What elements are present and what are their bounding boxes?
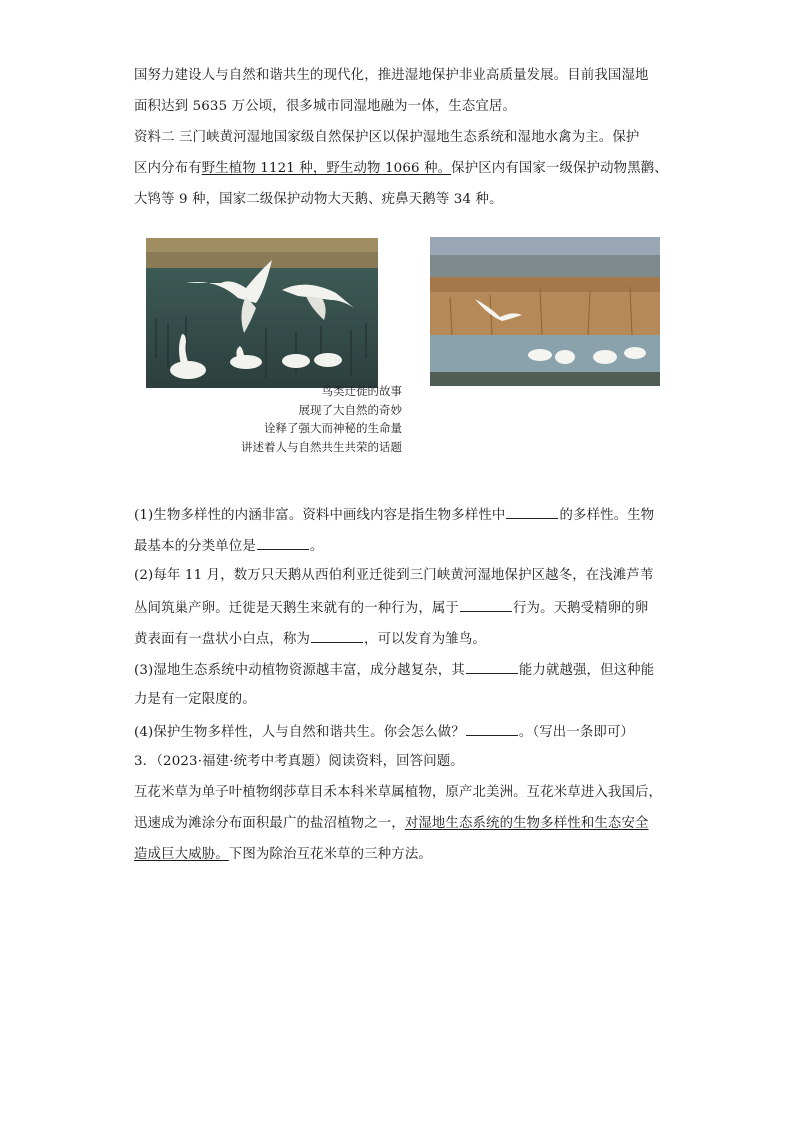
- p3-underlined-text-1: 对湿地生态系统的生物多样性和生态安全: [404, 816, 649, 831]
- question-4-line: [134, 721, 634, 743]
- p3-line3-post: 下图为除治互花米草的三种方法。: [228, 847, 432, 862]
- swans-photo-left: [146, 238, 378, 388]
- question-3-line-2: 力是有一定限度的。: [134, 692, 256, 707]
- caption-line-2: 展现了大自然的奇妙: [298, 402, 402, 417]
- q1-text-d: 。: [309, 539, 324, 554]
- answer-blank-q2-2[interactable]: [311, 628, 363, 643]
- material2-line-2: [134, 159, 668, 179]
- caption-line-1: 鸟类迁徙的故事: [321, 384, 402, 398]
- swans-photo-right: [430, 237, 660, 386]
- answer-blank-q4[interactable]: [466, 721, 518, 736]
- intro-line-1: 国努力建设人与自然和谐共生的现代化，推进湿地保护非业高质量发展。目前我国湿地: [134, 68, 649, 83]
- p3-line2-pre: 迅速成为滩涂分布面积最广的盐沼植物之一，: [134, 816, 405, 831]
- material2-line-3: 大鸨等 9 种，国家二级保护动物大天鹅、疣鼻天鹅等 34 种。: [134, 192, 503, 207]
- problem-3-title: 3．（2023·福建·统考中考真题）阅读资料，回答问题。: [134, 754, 464, 769]
- q2-text-c: 行为。天鹅受精卵的卵: [512, 601, 649, 616]
- q4-text-b: 。（写出一条即可）: [518, 725, 635, 740]
- p3-underlined-text-2: 造成巨大威胁。: [134, 847, 229, 862]
- q2-text-d: 黄表面有一盘状小白点，称为: [134, 632, 311, 647]
- question-2-line-1: (2)每年 11 月，数万只天鹅从西伯利亚迁徙到三门峡黄河湿地保护区越冬，在浅滩芦苇: [134, 568, 654, 583]
- question-2-line-3: [134, 628, 486, 650]
- q1-text-c: 最基本的分类单位是: [134, 539, 256, 554]
- question-1-line-1: [134, 504, 654, 526]
- q4-text-a: (4)保护生物多样性，人与自然和谐共生。你会怎么做？: [134, 725, 465, 740]
- q2-text-e: ，可以发育为雏鸟。: [364, 632, 486, 647]
- question-3-line-1: [134, 659, 654, 681]
- caption-line-4: 讲述着人与自然共生共荣的话题: [241, 439, 402, 454]
- answer-blank-q1-1[interactable]: [506, 504, 558, 519]
- question-2-line-2: [134, 597, 648, 619]
- problem-3-line-1: 互花米草为单子叶植物纲莎草目禾本科米草属植物，原产北美洲。互花米草进入我国后，: [134, 785, 663, 800]
- question-1-line-2: [134, 535, 323, 557]
- q3-text-b: 能力就越强，但这种能: [518, 663, 655, 678]
- problem-3-line-2: [134, 814, 649, 834]
- answer-blank-q2-1[interactable]: [460, 597, 512, 612]
- q2-text-b: 丛间筑巢产卵。迁徙是天鹅生来就有的一种行为，属于: [134, 601, 459, 616]
- intro-line-2: 面积达到 5635 万公顷，很多城市同湿地融为一体，生态宜居。: [134, 99, 517, 114]
- problem-3-line-3: [134, 845, 432, 865]
- q1-text-a: (1)生物多样性的内涵非富。资料中画线内容是指生物多样性中: [134, 508, 506, 523]
- caption-line-3: 诠释了强大而神秘的生命量: [264, 421, 402, 435]
- material2-line2-pre: 区内分布有: [134, 161, 202, 176]
- q3-text-a: (3)湿地生态系统中动植物资源越丰富，成分越复杂，其: [134, 663, 465, 678]
- photo-caption: [226, 382, 402, 456]
- q1-text-b: 的多样性。生物: [559, 508, 655, 523]
- material2-line2-post: 保护区内有国家一级保护动物黑鹳、: [451, 161, 668, 176]
- answer-blank-q3[interactable]: [466, 659, 518, 674]
- material2-line-1: 资料二 三门峡黄河湿地国家级自然保护区以保护湿地生态系统和湿地水禽为主。保护: [134, 130, 640, 145]
- answer-blank-q1-2[interactable]: [257, 535, 309, 550]
- material2-underlined-text: 野生植物 1121 种，野生动物 1066 种。: [201, 161, 452, 176]
